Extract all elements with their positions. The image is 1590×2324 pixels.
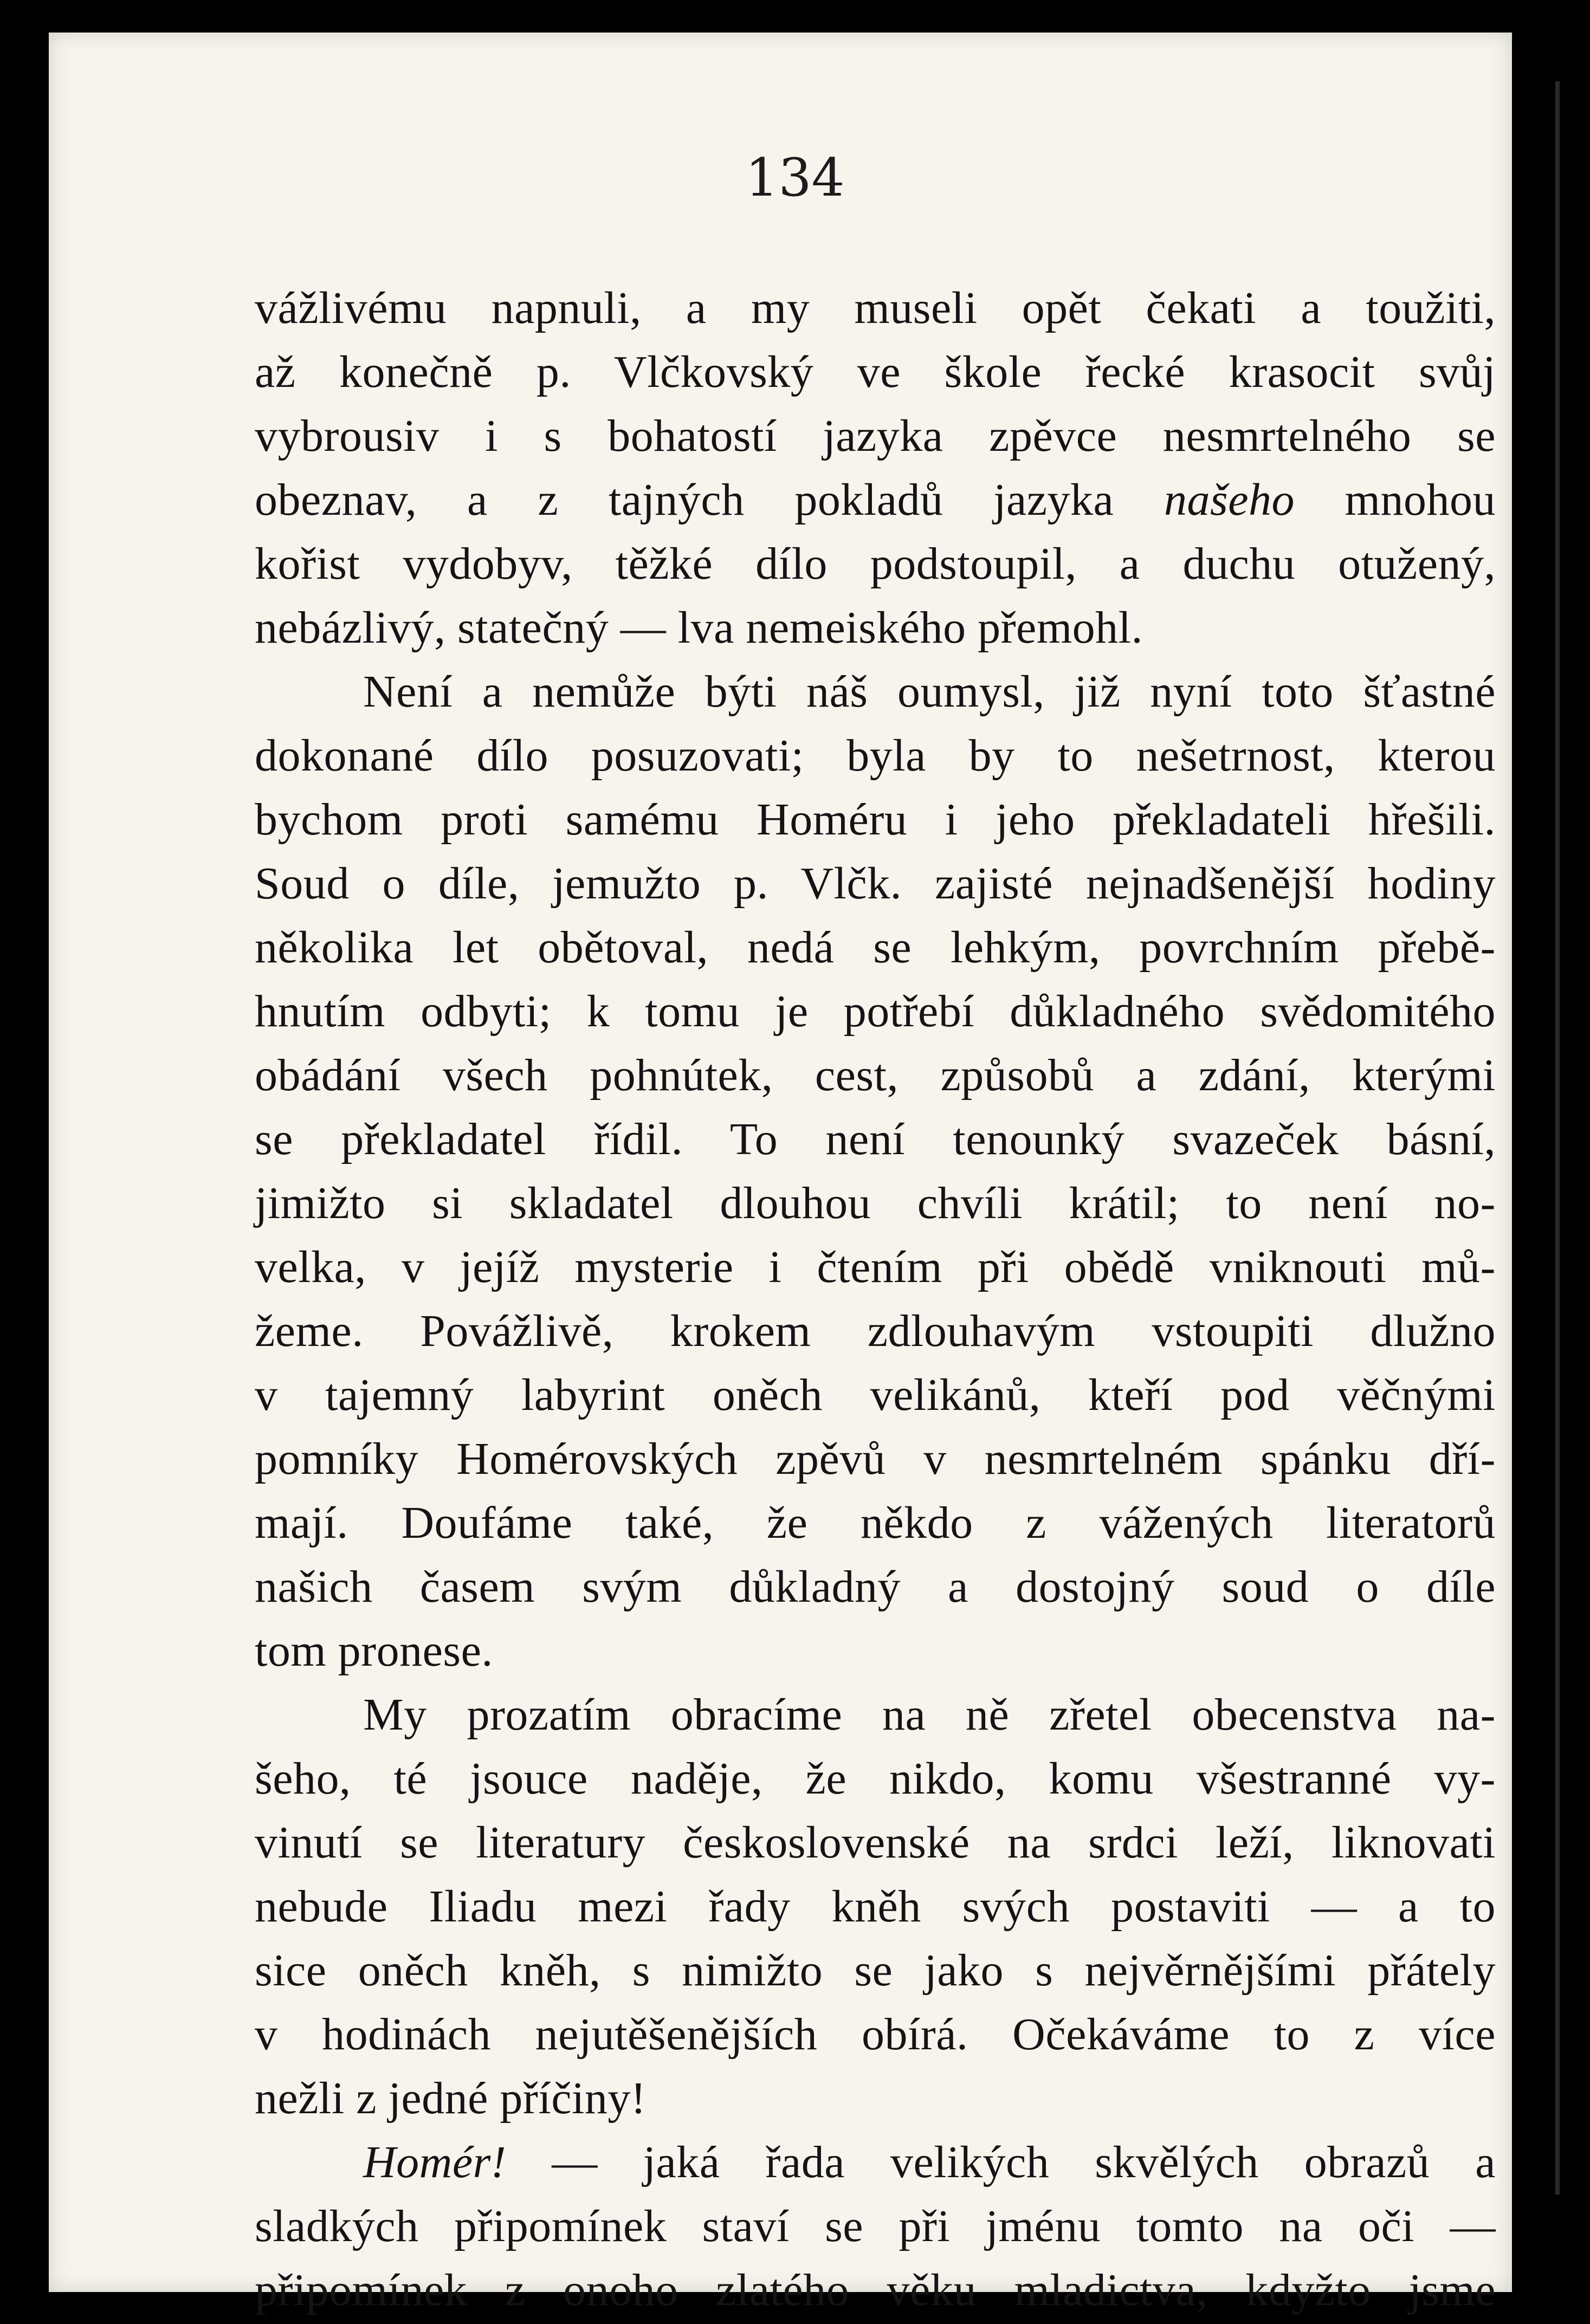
- paragraph-start-line: [255, 2131, 1496, 2194]
- text-line: [255, 468, 1496, 532]
- text-line: sice oněch kněh, s nimižto se jako s nejvěrnějšími přátely: [255, 1945, 1496, 1996]
- text-line: připomínek z onoho zlatého věku mladictva, kdyžto jsme: [255, 2265, 1496, 2315]
- text-line: několika let obětoval, nedá se lehkým, povrchním přebě-: [255, 922, 1496, 973]
- text-line: nebázlivý, statečný — lva nemeiského přemohl.: [255, 603, 1143, 653]
- text-line: vinutí se literatury československé na srdci leží, liknovati: [255, 1817, 1496, 1868]
- text-line: nežli z jedné příčiny!: [255, 2073, 647, 2124]
- text-line: našich časem svým důkladný a dostojný soud o díle: [255, 1562, 1496, 1612]
- text-line: pomníky Homérovských zpěvů v nesmrtelném spánku dří-: [255, 1434, 1496, 1484]
- text-line: se překladatel řídil. To není tenounký svazeček básní,: [255, 1114, 1496, 1164]
- body-text: [255, 276, 1496, 2322]
- text-line: velka, v jejíž mysterie i čtením při obědě vniknouti mů-: [255, 1242, 1496, 1292]
- paragraph-start-line: My prozatím obracíme na ně zřetel obecenstva na-: [363, 1689, 1496, 1740]
- text-line: jimižto si skladatel dlouhou chvíli krátil; to není no-: [255, 1178, 1496, 1228]
- italic-word: našeho: [1164, 475, 1295, 525]
- text-line: vybrousiv i s bohatostí jazyka zpěvce nesmrtelného se: [255, 411, 1496, 461]
- text-segment: — jaká řada velikých skvělých obrazů a: [506, 2137, 1496, 2187]
- text-segment: obeznav, a z tajných pokladů jazyka: [255, 475, 1165, 525]
- text-line: šeho, té jsouce naděje, že nikdo, komu všestranné vy-: [255, 1753, 1496, 1804]
- text-segment: mnohou: [1295, 475, 1496, 525]
- text-line: kořist vydobyv, těžké dílo podstoupil, a duchu otužený,: [255, 539, 1496, 589]
- page-edge-shadow: [1555, 81, 1560, 2194]
- italic-word: Homér!: [363, 2137, 507, 2187]
- text-line: bychom proti samému Homéru i jeho překladateli hřešili.: [255, 794, 1496, 845]
- text-line: žeme. Povážlivě, krokem zdlouhavým vstoupiti dlužno: [255, 1306, 1496, 1356]
- text-line: obádání všech pohnútek, cest, způsobů a zdání, kterými: [255, 1050, 1496, 1100]
- text-line: v hodinách nejutěšenějších obírá. Očekáváme to z více: [255, 2009, 1496, 2060]
- page-number: 134: [745, 147, 845, 208]
- text-line: v tajemný labyrint oněch velikánů, kteří pod věčnými: [255, 1370, 1496, 1420]
- text-line: sladkých připomínek staví se při jménu tomto na oči —: [255, 2201, 1496, 2251]
- text-line: tom pronese.: [255, 1626, 493, 1676]
- text-line: hnutím odbyti; k tomu je potřebí důkladného svědomitého: [255, 986, 1496, 1037]
- text-line: dokonané dílo posuzovati; byla by to nešetrnost, kterou: [255, 730, 1496, 781]
- text-line: Soud o díle, jemužto p. Vlčk. zajisté nejnadšenější hodiny: [255, 858, 1496, 909]
- text-line: nebude Iliadu mezi řady kněh svých postaviti — a to: [255, 1881, 1496, 1932]
- text-line: mají. Doufáme také, že někdo z vážených literatorů: [255, 1498, 1496, 1548]
- text-line: až konečně p. Vlčkovský ve škole řecké krasocit svůj: [255, 347, 1496, 397]
- text-line: vážlivému napnuli, a my museli opět čekati a toužiti,: [255, 283, 1496, 333]
- paragraph-start-line: Není a nemůže býti náš oumysl, již nyní toto šťastné: [363, 666, 1496, 717]
